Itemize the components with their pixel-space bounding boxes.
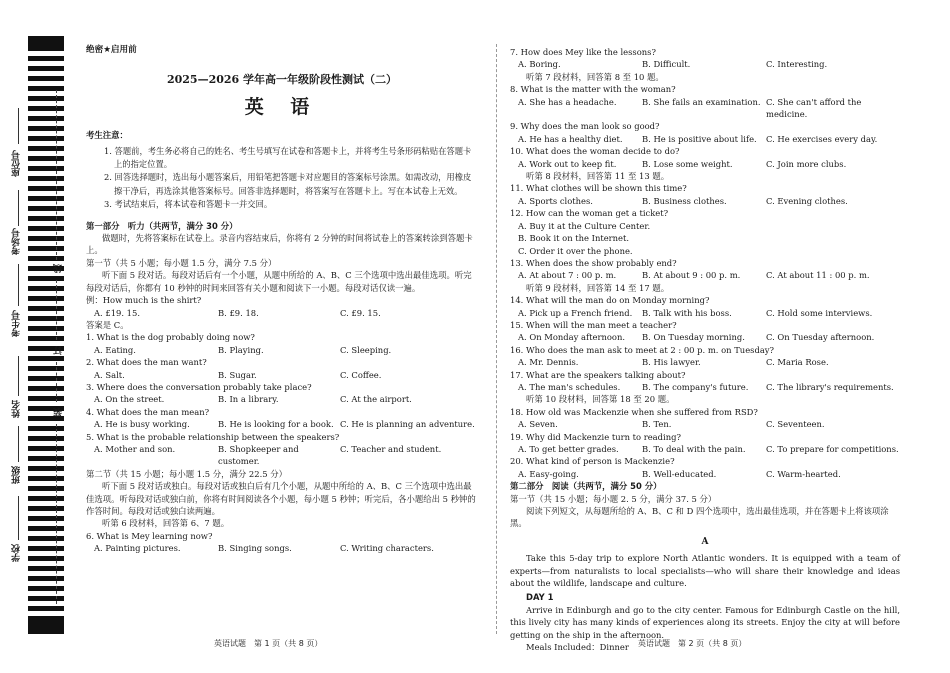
sidebar <box>0 0 80 673</box>
question-options <box>510 381 900 393</box>
column-divider <box>496 44 497 634</box>
question: 7. How does Mey like the lessons? <box>510 47 656 57</box>
part1-sec2-instructions: 听下面 5 段对话或独白。每段对话或独白后有几个小题，从题中所给的 A、B、C 三个选项中选出最佳选项。听每段对话或独白前，你将有时间阅读各个小题，每小题 5 秒钟；听完后，各小题给出 5 秒钟的作答时间。每段对话或独白读两遍。 <box>86 481 476 516</box>
question: 15. When will the man meet a teacher? <box>510 319 677 330</box>
question-options <box>86 443 478 468</box>
option: A. The man's schedules. <box>518 381 621 392</box>
question: 9. Why does the man look so good? <box>510 121 660 132</box>
option: A. Pick up a French friend. <box>518 307 633 318</box>
option: A. Salt. <box>94 369 125 380</box>
option: B. On Tuesday morning. <box>642 332 745 343</box>
class-line <box>18 426 19 462</box>
material-note: 听第 10 段材料，回答第 18 至 20 题。 <box>526 394 675 405</box>
question: 3. Where does the conversation probably take place? <box>86 381 312 392</box>
option: A. £19. 15. <box>94 307 141 318</box>
part1-sec1-title: 第一节（共 5 小题；每小题 1.5 分，满分 7.5 分） <box>86 257 277 268</box>
meals-included: Meals Included：Dinner <box>526 642 629 653</box>
material-6-note: 听第 6 段材料，回答第 6、7 题。 <box>102 518 230 529</box>
name-label: 姓名 <box>12 400 22 418</box>
example-question: 例：How much is the shirt? <box>86 295 202 306</box>
part2-title: 第二部分 阅读（共两节，满分 50 分） <box>510 481 662 492</box>
question-options <box>510 307 900 319</box>
seat-number-label: 座位号 <box>12 150 22 177</box>
option: B. Difficult. <box>642 59 691 70</box>
question: 18. How old was Mackenzie when she suffered from RSD? <box>510 406 758 417</box>
option: B. Lose some weight. <box>642 158 733 169</box>
seat-number-line <box>18 108 19 144</box>
option: A. Easy-going. <box>518 468 579 479</box>
part1-intro: 做题时，先将答案标在试卷上。录音内容结束后，你将有 2 分钟的时间将试卷上的答案转涂到答题卡上。 <box>86 233 473 256</box>
left-column <box>86 44 478 555</box>
option: A. To get better grades. <box>518 444 619 454</box>
option: C. Evening clothes. <box>766 195 848 206</box>
question: 13. When does the show probably end? <box>510 257 677 268</box>
option: B. To deal with the pain. <box>642 444 746 454</box>
option: C. He is planning an adventure. <box>340 419 475 430</box>
binding-dash-mid2 <box>56 362 57 402</box>
option: C. To prepare for competitions. <box>766 444 899 454</box>
option: A. He has a healthy diet. <box>518 133 623 144</box>
part1-title: 第一部分 听力（共两节，满分 30 分） <box>86 220 238 231</box>
question: 19. Why did Mackenzie turn to reading? <box>510 431 681 442</box>
option: B. In a library. <box>218 394 279 405</box>
candidate-number-line <box>18 264 19 306</box>
part2-instructions: 阅读下列短文，从每题所给的 A、B、C 和 D 四个选项中，选出最佳选项，并在答题卡上将该项涂黑。 <box>510 506 889 529</box>
question: 20. What kind of person is Mackenzie? <box>510 456 675 467</box>
question-options <box>510 195 900 207</box>
option: C. At the airport. <box>340 394 412 405</box>
question: 11. What clothes will be shown this time? <box>510 183 687 194</box>
exam-room-label: 考场号 <box>12 228 22 255</box>
question-options <box>510 133 900 145</box>
question-options <box>510 269 900 281</box>
option: C. Interesting. <box>766 59 828 70</box>
right-column <box>510 46 900 654</box>
question: 4. What does the man mean? <box>86 406 210 417</box>
passage-paragraph: Arrive in Edinburgh and go to the city center. Famous for Edinburgh Castle on the hill, this lively city has many kinds of experiences along its streets. Enjoy the city at will before getting on the ship in the afternoon. <box>510 604 900 640</box>
option: C. Writing characters. <box>340 543 434 554</box>
option: A. He is busy working. <box>94 419 190 430</box>
option: B. He is looking for a book. <box>218 419 334 430</box>
top-secret-label: 绝密★启用前 <box>86 45 137 55</box>
question: 8. What is the matter with the woman? <box>510 84 676 95</box>
question-options <box>510 443 900 455</box>
option: B. Talk with his boss. <box>642 307 732 318</box>
option: B. She fails an examination. <box>642 96 761 107</box>
option: B. Ten. <box>642 419 672 430</box>
option: A. Seven. <box>518 419 558 430</box>
option: B. Shopkeeper and customer. <box>218 443 299 467</box>
option: A. Mr. Dennis. <box>518 357 579 368</box>
option: C. On Tuesday afternoon. <box>766 332 875 343</box>
note-item: 2. 回答选择题时，选出每小题答案后，用铅笔把答题卡对应题目的答案标号涂黑。如需改动，用橡皮擦干净后，再选涂其他答案标号。回答非选择题时，将答案写在答题卡上。写在本试卷上无效。 <box>104 172 472 196</box>
option: A. Sports clothes. <box>518 195 593 206</box>
part1-sec2-title: 第二节（共 15 小题；每小题 1.5 分，满分 22.5 分） <box>86 468 287 479</box>
binding-dash-top <box>56 90 57 260</box>
option: A. Painting pictures. <box>94 543 181 554</box>
question: 12. How can the woman get a ticket? <box>510 208 669 219</box>
option: B. Playing. <box>218 344 264 355</box>
question-options <box>86 369 478 381</box>
material-note: 听第 8 段材料，回答第 11 至 13 题。 <box>526 171 670 182</box>
option: B. At about 9 : 00 p. m. <box>642 270 741 281</box>
exam-title: 2025—2026 学年高一年级阶段性测试（二） <box>166 73 398 87</box>
note-item: 3. 考试结束后，将本试卷和答题卡一并交回。 <box>104 199 273 210</box>
question-options <box>86 393 478 405</box>
page-footer-right: 英语试题 第 2 页（共 8 页） <box>638 639 747 648</box>
option: B. His lawyer. <box>642 357 701 368</box>
option: C. Order it over the phone. <box>518 245 633 256</box>
option: C. Coffee. <box>340 369 382 380</box>
question-options <box>510 96 900 121</box>
option: B. Singing songs. <box>218 543 292 554</box>
school-line <box>18 496 19 540</box>
question-options <box>86 418 478 430</box>
subject-title: 英 语 <box>244 95 320 118</box>
question-options <box>510 58 900 70</box>
example-answer: 答案是 C。 <box>86 319 129 330</box>
option: B. The company's future. <box>642 381 749 392</box>
part2-sec1-title: 第一节（共 15 小题；每小题 2. 5 分，满分 37. 5 分） <box>510 493 717 504</box>
question: 2. What does the man want? <box>86 357 207 368</box>
option: C. Maria Rose. <box>766 357 829 368</box>
option: C. Hold some interviews. <box>766 307 873 318</box>
option: C. She can't afford the medicine. <box>766 96 862 120</box>
option: A. On Monday afternoon. <box>518 332 626 343</box>
question-options <box>86 344 478 356</box>
question: 1. What is the dog probably doing now? <box>86 332 255 343</box>
question: 6. What is Mey learning now? <box>86 530 213 541</box>
option: B. Book it on the Internet. <box>518 233 630 244</box>
school-label: 学校 <box>12 544 22 562</box>
option: C. At about 11 : 00 p. m. <box>766 270 870 281</box>
option: A. Buy it at the Culture Center. <box>518 220 651 231</box>
option: C. Warm-hearted. <box>766 468 841 479</box>
option: C. £9. 15. <box>340 307 381 318</box>
option: A. Boring. <box>518 59 561 70</box>
option: A. Eating. <box>94 344 136 355</box>
option: A. At about 7 : 00 p. m. <box>518 270 617 281</box>
notes-title: 考生注意： <box>86 130 128 141</box>
question: 5. What is the probable relationship between the speakers? <box>86 431 340 442</box>
notes-list <box>86 145 478 212</box>
class-label: 班级 <box>12 466 22 484</box>
page-footer-left: 英语试题 第 1 页（共 8 页） <box>214 639 323 648</box>
option: C. He exercises every day. <box>766 133 878 144</box>
passage-label: A <box>701 536 709 547</box>
question: 16. Who does the man ask to meet at 2 : 00 p. m. on Tuesday? <box>510 344 775 355</box>
binding-dash-mid1 <box>56 280 57 340</box>
binding-dash-bottom <box>56 424 57 604</box>
question-options <box>510 418 900 430</box>
question-options <box>510 468 900 480</box>
option: C. The library's requirements. <box>766 381 894 392</box>
option: B. Well-educated. <box>642 468 717 479</box>
binding-fix-char: 装 <box>54 408 64 417</box>
question-options <box>510 158 900 170</box>
binding-line-char: 线 <box>54 264 64 273</box>
question-options <box>86 542 478 554</box>
option: A. Work out to keep fit. <box>518 158 617 169</box>
option: A. On the street. <box>94 394 165 405</box>
material-note: 听第 9 段材料，回答第 14 至 17 题。 <box>526 282 670 293</box>
binding-order-char: 订 <box>54 346 64 355</box>
question: 10. What does the woman decide to do? <box>510 146 680 157</box>
question: 17. What are the speakers talking about? <box>510 369 686 380</box>
option: B. He is positive about life. <box>642 133 757 144</box>
question: 14. What will the man do on Monday morning? <box>510 295 710 306</box>
material-note: 听第 7 段材料，回答第 8 至 10 题。 <box>526 71 664 82</box>
option: B. Sugar. <box>218 369 257 380</box>
option: B. Business clothes. <box>642 195 727 206</box>
part1-sec1-instructions: 听下面 5 段对话。每段对话后有一个小题，从题中所给的 A、B、C 三个选项中选出最佳选项。听完每段对话后，你都有 10 秒钟的时间来回答有关小题和阅读下一小题。每段对话仅读一遍。 <box>86 270 472 293</box>
exam-room-line <box>18 190 19 226</box>
passage-paragraph: Take this 5-day trip to explore North Atlantic wonders. It is equipped with a team of experts—from naturalists to local specialists—who will share their knowledge and ideas about the wildlife, landscape and culture. <box>510 553 900 589</box>
note-item: 1. 答题前，考生务必将自己的姓名、考生号填写在试卷和答题卡上，并将考生号条形码粘贴在答题卡上的指定位置。 <box>104 145 472 170</box>
option: C. Teacher and student. <box>340 443 442 454</box>
option: C. Sleeping. <box>340 344 392 355</box>
example-options <box>86 307 478 319</box>
option: C. Seventeen. <box>766 419 825 430</box>
candidate-number-label: 考生号 <box>12 310 22 337</box>
option: C. Join more clubs. <box>766 158 847 169</box>
name-line <box>18 356 19 396</box>
option: A. Mother and son. <box>94 443 176 454</box>
day-heading: DAY 1 <box>526 592 554 603</box>
question-options <box>510 331 900 343</box>
question-options <box>510 356 900 368</box>
option: B. £9. 18. <box>218 307 259 318</box>
option: A. She has a headache. <box>518 96 617 107</box>
